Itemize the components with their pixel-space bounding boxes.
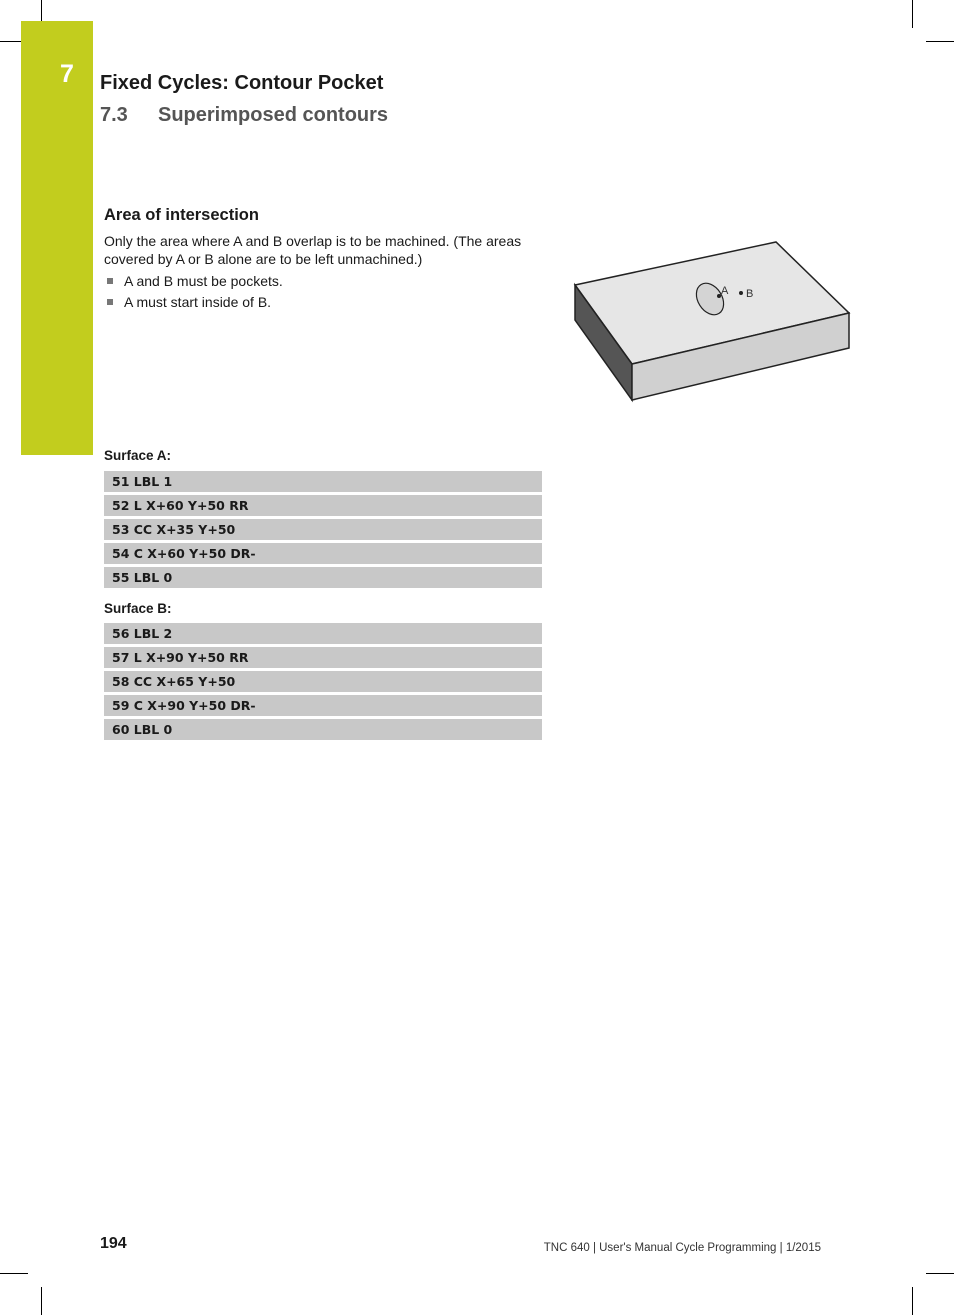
table-row: 55 LBL 0 bbox=[104, 567, 542, 588]
workpiece-figure bbox=[570, 238, 860, 413]
chapter-title: Fixed Cycles: Contour Pocket bbox=[100, 72, 384, 94]
table-row: 58 CC X+65 Y+50 bbox=[104, 671, 542, 692]
surface-a-label: Surface A: bbox=[104, 448, 172, 463]
crop-mark bbox=[41, 0, 42, 21]
crop-mark bbox=[41, 1287, 42, 1315]
table-row: 60 LBL 0 bbox=[104, 719, 542, 740]
crop-mark bbox=[912, 0, 913, 28]
subsection-heading: Area of intersection bbox=[104, 206, 259, 224]
table-row: 56 LBL 2 bbox=[104, 623, 542, 644]
page-number: 194 bbox=[100, 1235, 127, 1252]
surface-b-label: Surface B: bbox=[104, 601, 172, 616]
section-title: Superimposed contours bbox=[158, 104, 389, 126]
label-a: A bbox=[721, 285, 729, 297]
crop-mark bbox=[926, 1273, 954, 1274]
crop-mark bbox=[912, 1287, 913, 1315]
bullet-icon bbox=[107, 299, 113, 305]
surface-b-table bbox=[104, 623, 542, 743]
footer-text: TNC 640 | User's Manual Cycle Programming | 1/2015 bbox=[543, 1242, 821, 1254]
table-row: 51 LBL 1 bbox=[104, 471, 542, 492]
bullet-icon bbox=[107, 278, 113, 284]
crop-mark bbox=[0, 41, 21, 42]
crop-mark bbox=[926, 41, 954, 42]
table-row: 54 C X+60 Y+50 DR- bbox=[104, 543, 542, 564]
crop-mark bbox=[0, 1273, 28, 1274]
workpiece-illustration bbox=[570, 238, 860, 408]
body-paragraph: Only the area where A and B overlap is to be machined. (The areas covered by A or B alone are to be left unmachined.) bbox=[104, 233, 522, 267]
table-row: 52 L X+60 Y+50 RR bbox=[104, 495, 542, 516]
list-item: A must start inside of B. bbox=[104, 293, 283, 314]
label-b: B bbox=[746, 288, 754, 300]
bullet-list bbox=[104, 272, 283, 314]
chapter-number: 7 bbox=[60, 60, 74, 88]
surface-a-table bbox=[104, 471, 542, 591]
table-row: 59 C X+90 Y+50 DR- bbox=[104, 695, 542, 716]
table-row: 53 CC X+35 Y+50 bbox=[104, 519, 542, 540]
list-item: A and B must be pockets. bbox=[104, 272, 283, 293]
section-number: 7.3 bbox=[100, 104, 128, 126]
table-row: 57 L X+90 Y+50 RR bbox=[104, 647, 542, 668]
